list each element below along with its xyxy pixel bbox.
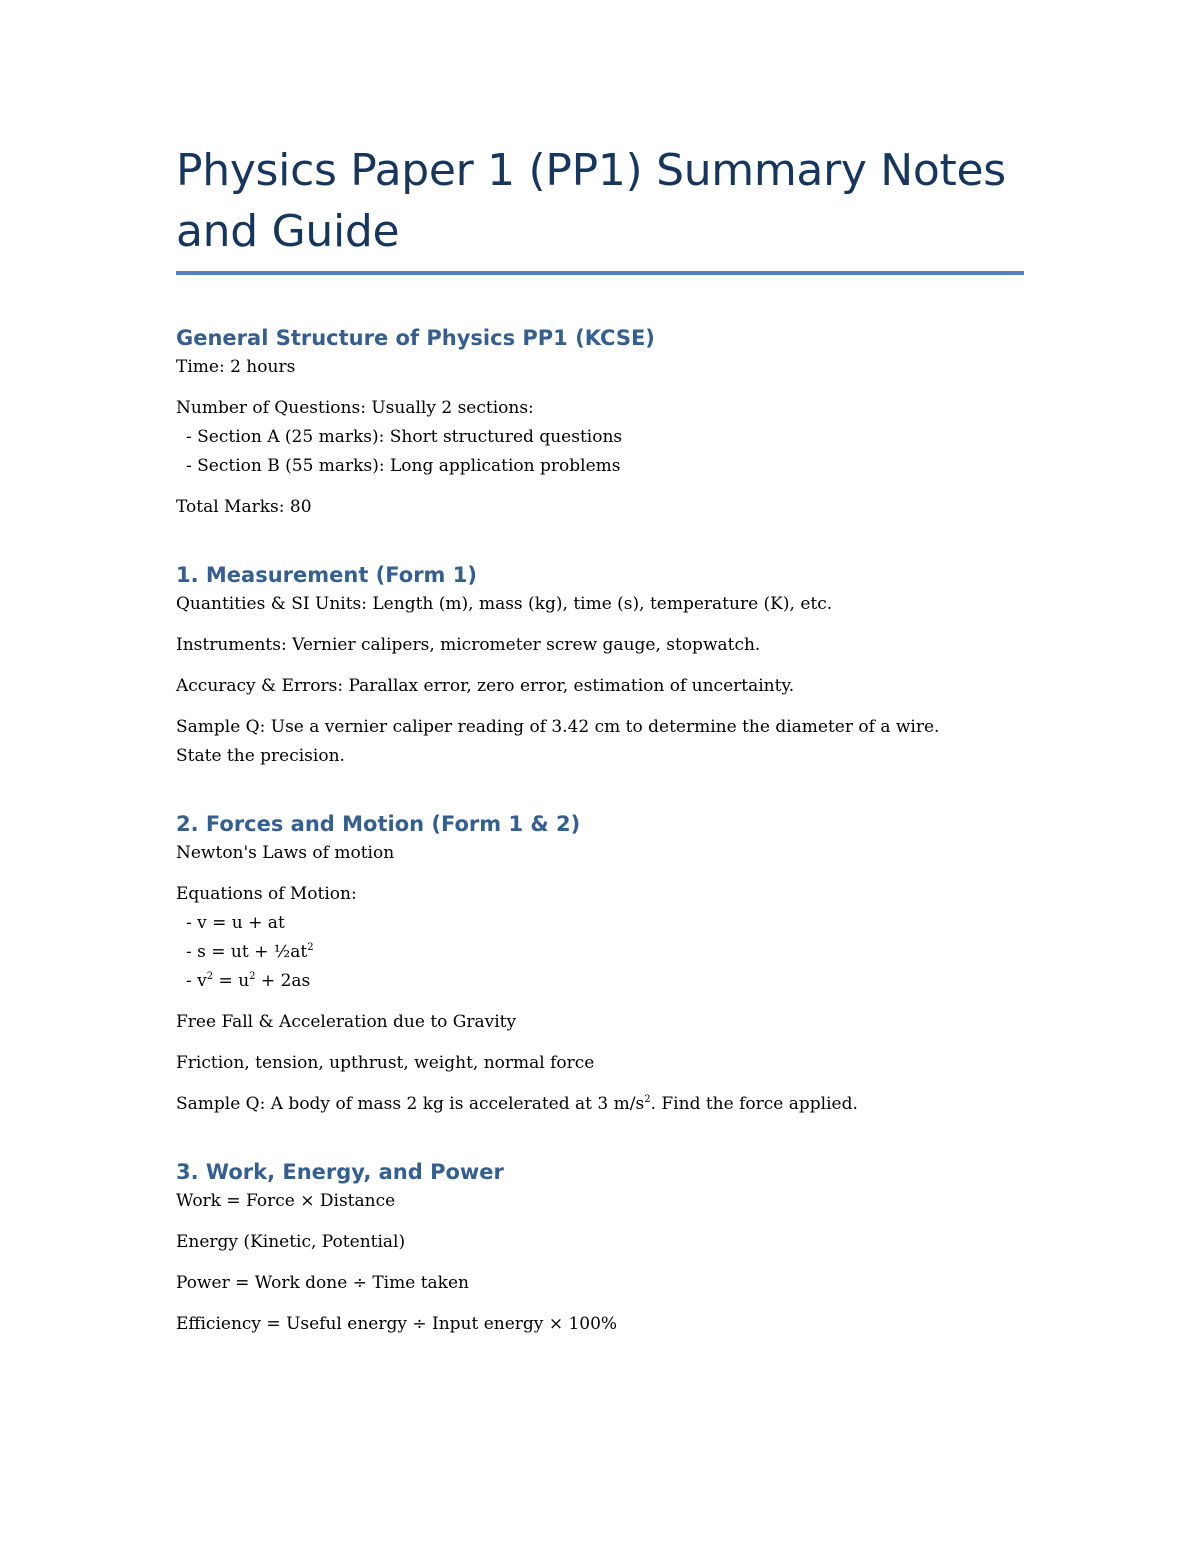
newton-laws-text: Newton's Laws of motion [176,843,395,863]
section-heading: General Structure of Physics PP1 (KCSE) [176,326,655,350]
friction-text: Friction, tension, upthrust, weight, normal force [176,1053,595,1073]
sample-question-line-1: Sample Q: Use a vernier caliper reading of 3.42 cm to determine the diameter of a wire. [176,717,940,737]
equations-label: Equations of Motion: [176,884,357,904]
questions-text: Number of Questions: Usually 2 sections: [176,398,534,418]
title-underline [176,271,1024,275]
power-formula: Power = Work done ÷ Time taken [176,1273,469,1293]
quantities-text: Quantities & SI Units: Length (m), mass (kg), time (s), temperature (K), etc. [176,594,833,614]
sample-question-line-2: State the precision. [176,746,345,766]
document-page [176,140,1024,1351]
equation-1: - v = u + at [186,913,285,933]
work-formula: Work = Force × Distance [176,1191,396,1211]
title-line-2: and Guide [176,206,400,257]
section-a-item: - Section A (25 marks): Short structured questions [186,427,623,447]
section-forces-motion [176,809,1024,1119]
section-heading: 1. Measurement (Form 1) [176,563,477,587]
equation-3: - $v^2 = u^2 + 2as$ [186,971,311,991]
instruments-text: Instruments: Vernier calipers, micrometer screw gauge, stopwatch. [176,635,761,655]
section-measurement [176,560,1024,771]
free-fall-text: Free Fall & Acceleration due to Gravity [176,1012,517,1032]
document-title [176,140,1024,262]
sample-question: Sample Q: A body of mass 2 kg is accelerated at 3 $m/s^2$. Find the force applied. [176,1094,858,1114]
accuracy-text: Accuracy & Errors: Parallax error, zero error, estimation of uncertainty. [176,676,795,696]
energy-text: Energy (Kinetic, Potential) [176,1232,406,1252]
section-heading: 2. Forces and Motion (Form 1 & 2) [176,812,581,836]
time-text: Time: 2 hours [176,357,296,377]
section-heading: 3. Work, Energy, and Power [176,1160,504,1184]
equation-2: - s = ut + $\frac{1}{2}at^2$ [186,942,314,962]
efficiency-formula: Efficiency = Useful energy ÷ Input energy × 100% [176,1314,618,1334]
section-work-energy-power [176,1157,1024,1339]
section-b-item: - Section B (55 marks): Long application problems [186,456,621,476]
section-general-structure [176,323,1024,522]
title-line-1: Physics Paper 1 (PP1) Summary Notes [176,145,1006,196]
total-marks-text: Total Marks: 80 [176,497,312,517]
